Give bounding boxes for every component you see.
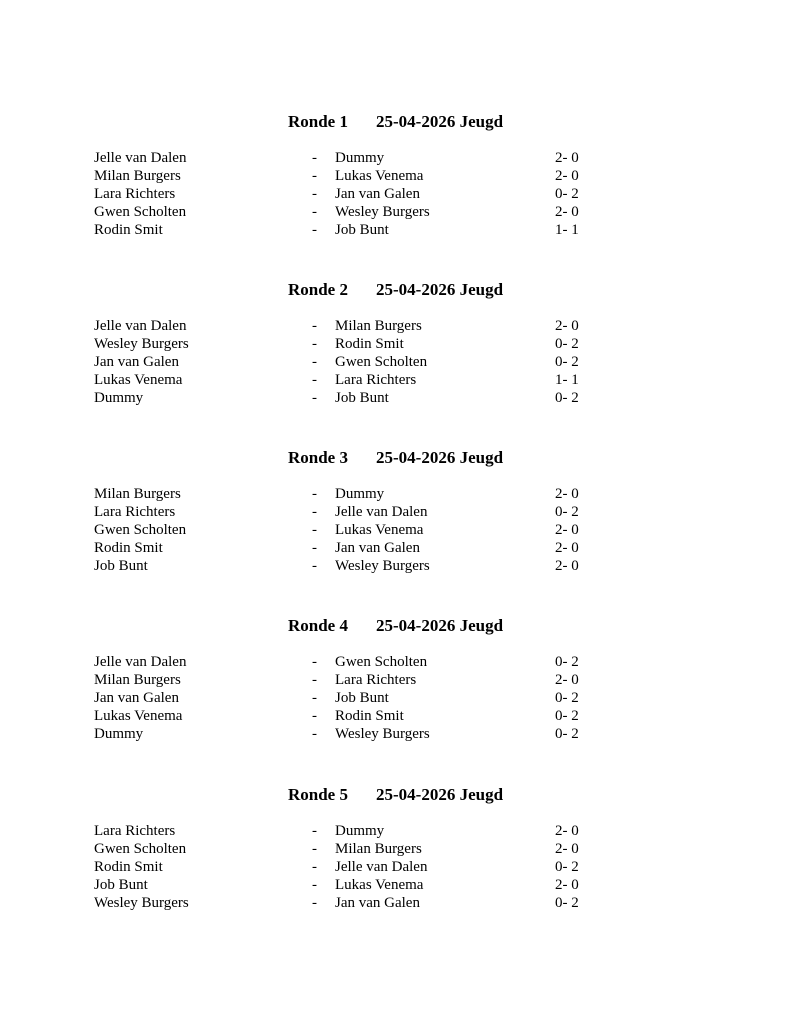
white-player: Rodin Smit bbox=[94, 859, 163, 875]
round-heading bbox=[288, 110, 503, 134]
black-player: Gwen Scholten bbox=[335, 654, 428, 670]
game-result: 2- 0 bbox=[555, 150, 579, 166]
round-date: 25-04-2026 Jeugd bbox=[376, 616, 504, 635]
game-row bbox=[0, 840, 800, 858]
game-result: 1- 1 bbox=[555, 222, 579, 238]
round-date: 25-04-2026 Jeugd bbox=[376, 448, 504, 467]
white-player: Milan Burgers bbox=[94, 672, 181, 688]
game-row bbox=[0, 185, 800, 203]
round-date: 25-04-2026 Jeugd bbox=[376, 280, 504, 299]
game-row bbox=[0, 335, 800, 353]
round-heading bbox=[288, 278, 503, 302]
round-date: 25-04-2026 Jeugd bbox=[376, 112, 504, 131]
white-player: Job Bunt bbox=[94, 877, 148, 893]
game-row bbox=[0, 725, 800, 743]
white-player: Jelle van Dalen bbox=[94, 318, 187, 334]
white-player: Jan van Galen bbox=[94, 690, 179, 706]
white-player: Lara Richters bbox=[94, 504, 176, 520]
game-row bbox=[0, 689, 800, 707]
game-result: 0- 2 bbox=[555, 895, 579, 911]
separator-dash: - bbox=[312, 168, 317, 184]
game-result: 0- 2 bbox=[555, 390, 579, 406]
white-player: Lukas Venema bbox=[94, 708, 183, 724]
white-player: Gwen Scholten bbox=[94, 841, 187, 857]
round-label: Ronde 5 bbox=[288, 785, 348, 804]
game-row bbox=[0, 557, 800, 575]
game-row bbox=[0, 707, 800, 725]
game-result: 0- 2 bbox=[555, 859, 579, 875]
separator-dash: - bbox=[312, 654, 317, 670]
separator-dash: - bbox=[312, 540, 317, 556]
black-player: Lara Richters bbox=[335, 372, 417, 388]
separator-dash: - bbox=[312, 390, 317, 406]
separator-dash: - bbox=[312, 504, 317, 520]
black-player: Wesley Burgers bbox=[335, 558, 430, 574]
separator-dash: - bbox=[312, 708, 317, 724]
white-player: Wesley Burgers bbox=[94, 336, 189, 352]
game-row bbox=[0, 389, 800, 407]
game-row bbox=[0, 894, 800, 912]
game-row bbox=[0, 539, 800, 557]
black-player: Lukas Venema bbox=[335, 877, 424, 893]
game-row bbox=[0, 653, 800, 671]
white-player: Milan Burgers bbox=[94, 486, 181, 502]
game-row bbox=[0, 167, 800, 185]
white-player: Lara Richters bbox=[94, 186, 176, 202]
separator-dash: - bbox=[312, 841, 317, 857]
game-result: 0- 2 bbox=[555, 504, 579, 520]
black-player: Milan Burgers bbox=[335, 841, 422, 857]
separator-dash: - bbox=[312, 859, 317, 875]
separator-dash: - bbox=[312, 150, 317, 166]
separator-dash: - bbox=[312, 186, 317, 202]
separator-dash: - bbox=[312, 895, 317, 911]
game-row bbox=[0, 353, 800, 371]
separator-dash: - bbox=[312, 354, 317, 370]
round-heading bbox=[288, 783, 503, 807]
black-player: Lara Richters bbox=[335, 672, 417, 688]
black-player: Lukas Venema bbox=[335, 522, 424, 538]
black-player: Lukas Venema bbox=[335, 168, 424, 184]
white-player: Gwen Scholten bbox=[94, 204, 187, 220]
game-result: 0- 2 bbox=[555, 336, 579, 352]
game-result: 1- 1 bbox=[555, 372, 579, 388]
white-player: Rodin Smit bbox=[94, 540, 163, 556]
game-row bbox=[0, 858, 800, 876]
game-row bbox=[0, 876, 800, 894]
games-list bbox=[0, 149, 800, 239]
black-player: Wesley Burgers bbox=[335, 726, 430, 742]
white-player: Jelle van Dalen bbox=[94, 654, 187, 670]
separator-dash: - bbox=[312, 372, 317, 388]
separator-dash: - bbox=[312, 222, 317, 238]
game-result: 2- 0 bbox=[555, 204, 579, 220]
separator-dash: - bbox=[312, 204, 317, 220]
game-result: 0- 2 bbox=[555, 186, 579, 202]
game-result: 0- 2 bbox=[555, 708, 579, 724]
black-player: Job Bunt bbox=[335, 222, 389, 238]
game-result: 2- 0 bbox=[555, 841, 579, 857]
black-player: Job Bunt bbox=[335, 390, 389, 406]
round-label: Ronde 3 bbox=[288, 448, 348, 467]
round-date: 25-04-2026 Jeugd bbox=[376, 785, 504, 804]
game-result: 0- 2 bbox=[555, 654, 579, 670]
black-player: Dummy bbox=[335, 486, 385, 502]
game-row bbox=[0, 671, 800, 689]
game-row bbox=[0, 503, 800, 521]
separator-dash: - bbox=[312, 486, 317, 502]
black-player: Jan van Galen bbox=[335, 186, 420, 202]
separator-dash: - bbox=[312, 522, 317, 538]
game-result: 2- 0 bbox=[555, 168, 579, 184]
black-player: Jan van Galen bbox=[335, 895, 420, 911]
white-player: Lukas Venema bbox=[94, 372, 183, 388]
game-result: 2- 0 bbox=[555, 823, 579, 839]
game-row bbox=[0, 822, 800, 840]
black-player: Dummy bbox=[335, 823, 385, 839]
black-player: Dummy bbox=[335, 150, 385, 166]
game-row bbox=[0, 149, 800, 167]
game-row bbox=[0, 521, 800, 539]
game-row bbox=[0, 371, 800, 389]
white-player: Jan van Galen bbox=[94, 354, 179, 370]
black-player: Rodin Smit bbox=[335, 336, 404, 352]
round-heading bbox=[288, 446, 503, 470]
separator-dash: - bbox=[312, 558, 317, 574]
game-result: 2- 0 bbox=[555, 522, 579, 538]
black-player: Wesley Burgers bbox=[335, 204, 430, 220]
black-player: Jelle van Dalen bbox=[335, 859, 428, 875]
black-player: Milan Burgers bbox=[335, 318, 422, 334]
white-player: Dummy bbox=[94, 390, 144, 406]
white-player: Rodin Smit bbox=[94, 222, 163, 238]
game-result: 0- 2 bbox=[555, 726, 579, 742]
black-player: Gwen Scholten bbox=[335, 354, 428, 370]
game-result: 0- 2 bbox=[555, 690, 579, 706]
black-player: Jan van Galen bbox=[335, 540, 420, 556]
white-player: Jelle van Dalen bbox=[94, 150, 187, 166]
games-list bbox=[0, 653, 800, 743]
separator-dash: - bbox=[312, 672, 317, 688]
game-result: 0- 2 bbox=[555, 354, 579, 370]
round-label: Ronde 1 bbox=[288, 112, 348, 131]
separator-dash: - bbox=[312, 823, 317, 839]
game-result: 2- 0 bbox=[555, 877, 579, 893]
black-player: Job Bunt bbox=[335, 690, 389, 706]
round-label: Ronde 4 bbox=[288, 616, 348, 635]
games-list bbox=[0, 317, 800, 407]
white-player: Milan Burgers bbox=[94, 168, 181, 184]
game-result: 2- 0 bbox=[555, 486, 579, 502]
game-result: 2- 0 bbox=[555, 318, 579, 334]
game-result: 2- 0 bbox=[555, 540, 579, 556]
round-heading bbox=[288, 614, 503, 638]
game-row bbox=[0, 317, 800, 335]
separator-dash: - bbox=[312, 336, 317, 352]
game-row bbox=[0, 203, 800, 221]
round-label: Ronde 2 bbox=[288, 280, 348, 299]
game-row bbox=[0, 485, 800, 503]
black-player: Rodin Smit bbox=[335, 708, 404, 724]
white-player: Wesley Burgers bbox=[94, 895, 189, 911]
game-row bbox=[0, 221, 800, 239]
separator-dash: - bbox=[312, 318, 317, 334]
separator-dash: - bbox=[312, 877, 317, 893]
game-result: 2- 0 bbox=[555, 672, 579, 688]
separator-dash: - bbox=[312, 726, 317, 742]
games-list bbox=[0, 485, 800, 575]
white-player: Gwen Scholten bbox=[94, 522, 187, 538]
game-result: 2- 0 bbox=[555, 558, 579, 574]
black-player: Jelle van Dalen bbox=[335, 504, 428, 520]
separator-dash: - bbox=[312, 690, 317, 706]
white-player: Job Bunt bbox=[94, 558, 148, 574]
games-list bbox=[0, 822, 800, 912]
white-player: Dummy bbox=[94, 726, 144, 742]
white-player: Lara Richters bbox=[94, 823, 176, 839]
